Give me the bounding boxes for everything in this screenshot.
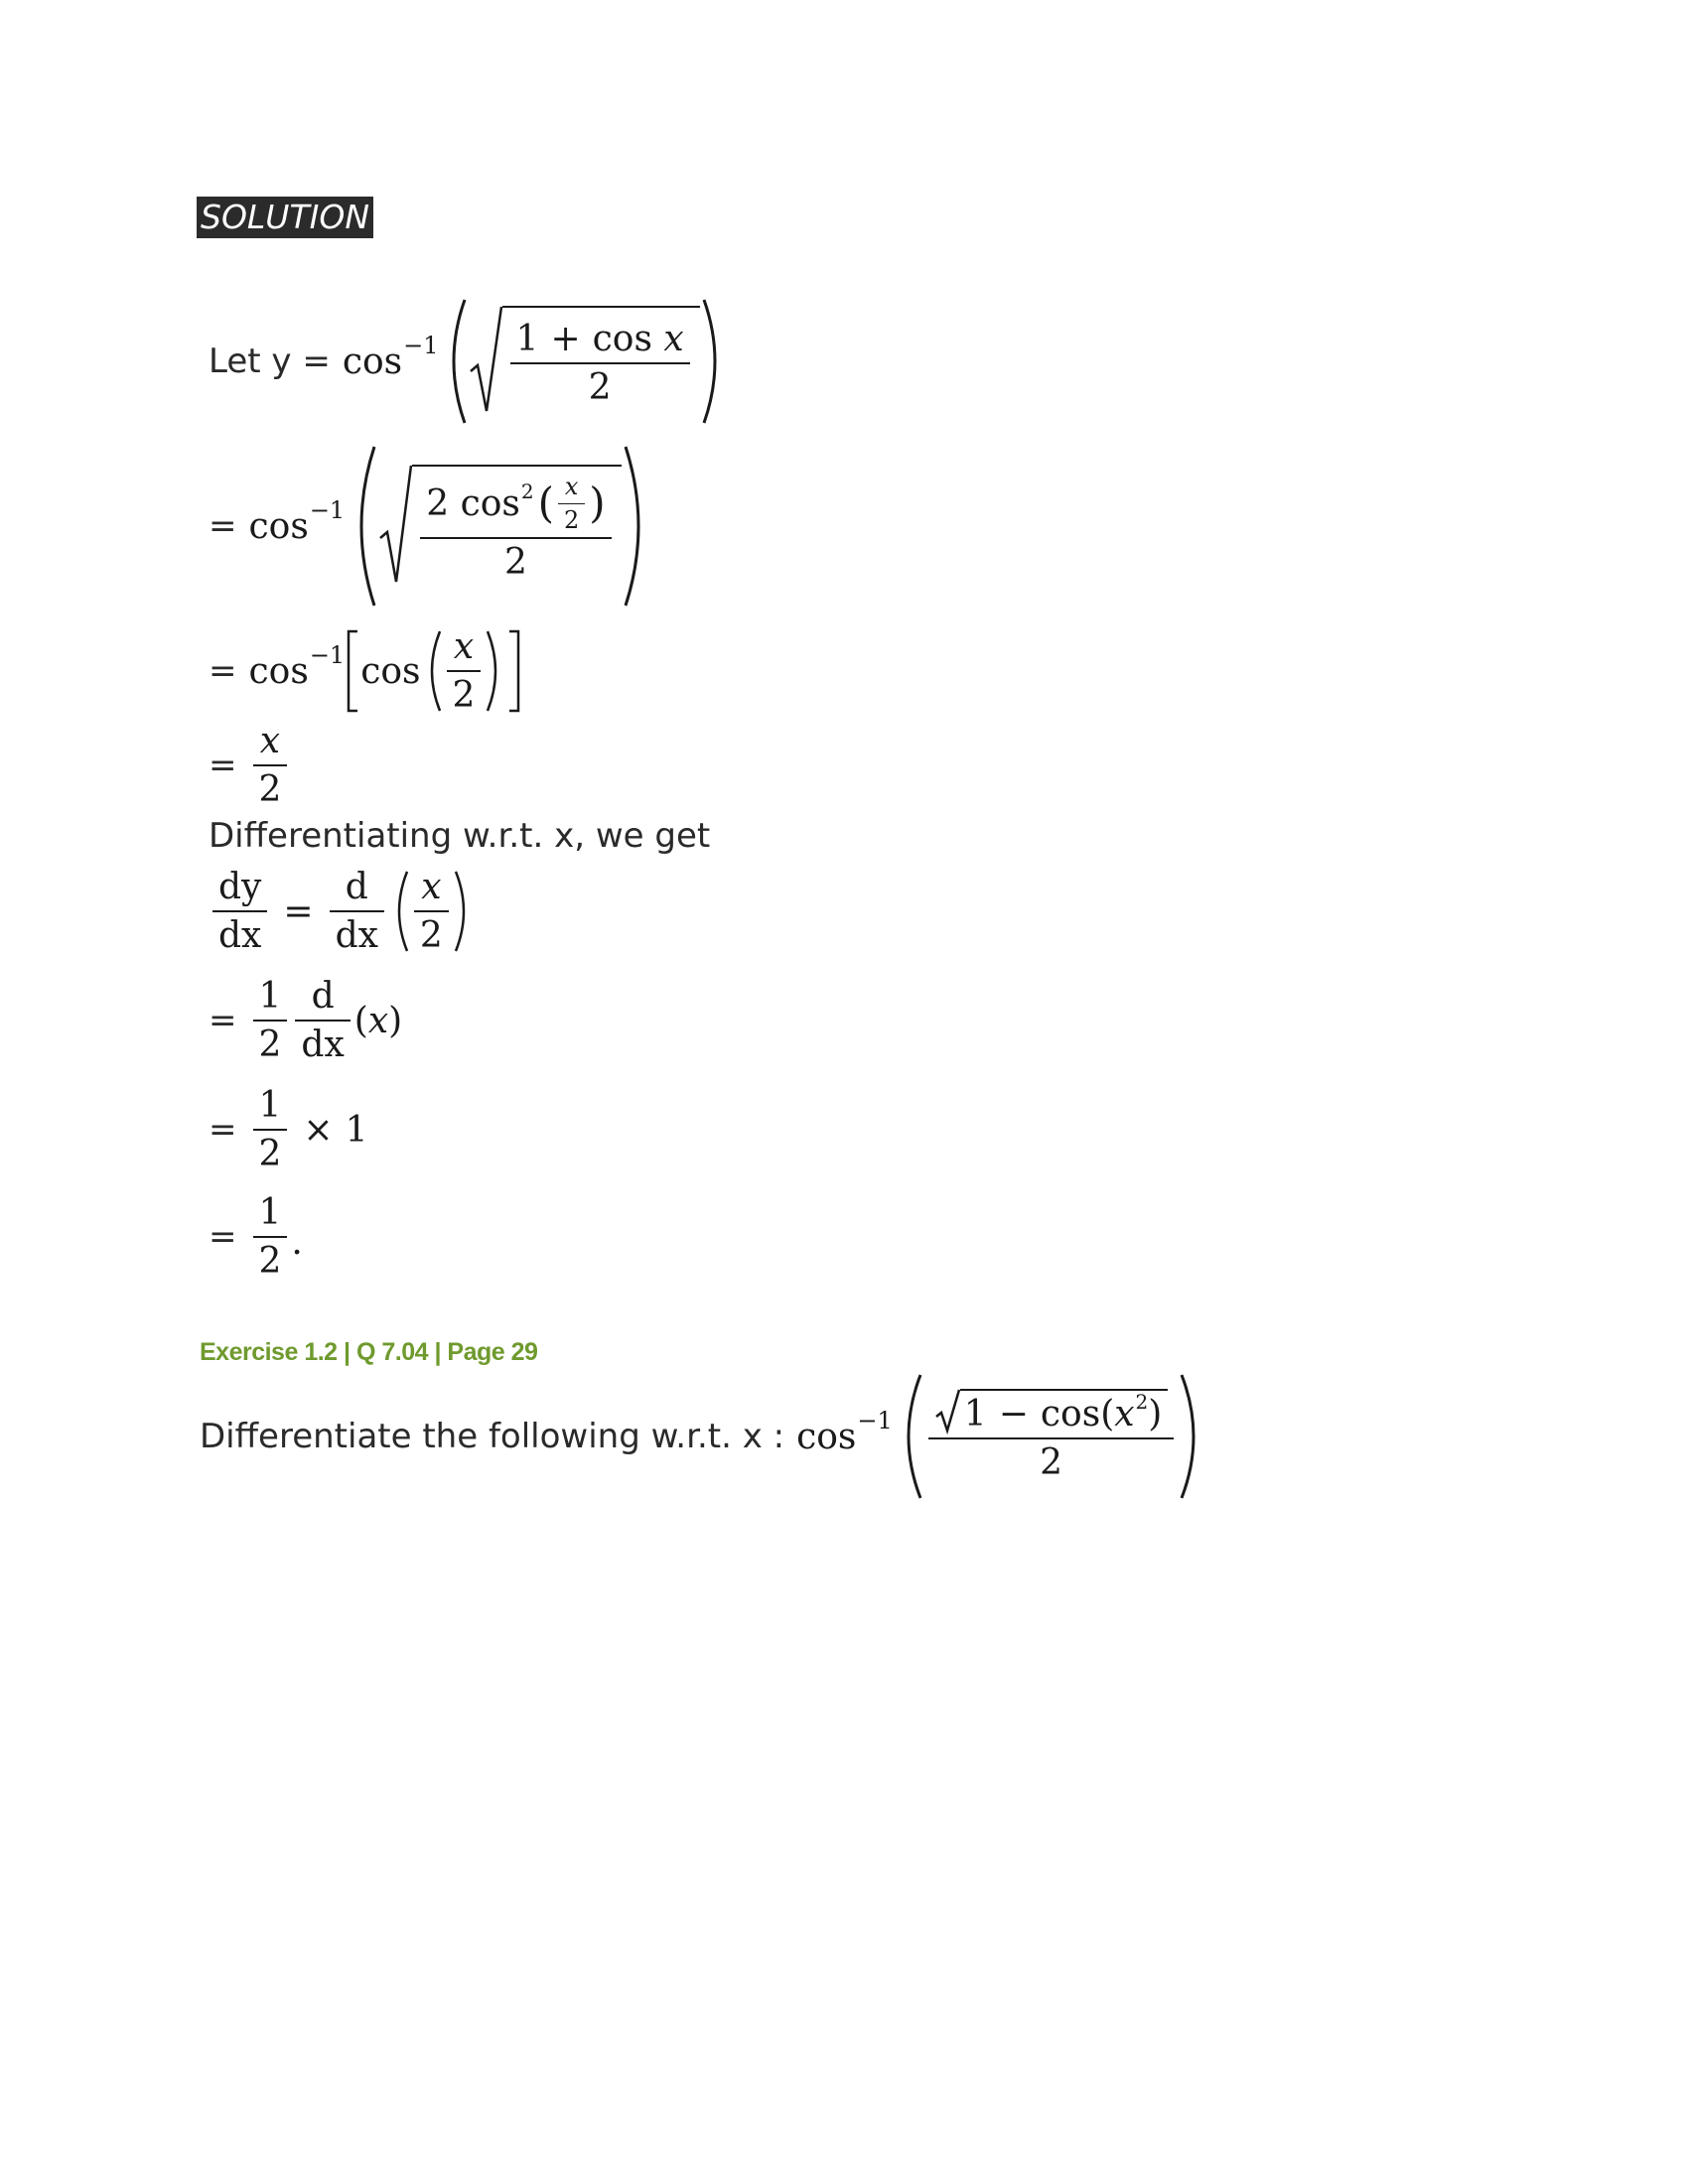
equation-step-6: = $\frac{1}{2}$ $\frac{d}{dx}$ (x) (209, 976, 403, 1066)
right-paren (700, 298, 730, 425)
radical-sign (469, 306, 502, 417)
d-dx-fraction: $\frac{d}{dx}$ (295, 975, 350, 1066)
right-paren (485, 629, 506, 713)
equation-step-7: = $\frac{1}{2}$ × 1 (209, 1085, 368, 1175)
inverse-exponent: −1 (403, 332, 439, 359)
equation-let-y (209, 298, 730, 425)
equation-step-2: = cos −1 2 cos 2 ( $\frac{x}{2}$ ) 2 (209, 445, 655, 608)
half-x-fraction: $\frac{x}{2}$ (558, 473, 585, 535)
right-bracket (506, 629, 522, 713)
cos-fn: cos (342, 341, 403, 382)
differentiating-text: Differentiating w.r.t. x, we get (209, 816, 711, 856)
right-paren (1178, 1373, 1209, 1500)
fraction: 2 cos 2 ( $\frac{x}{2}$ ) 2 (420, 473, 611, 584)
equation-step-4: = $\frac{x}{2}$ (209, 720, 291, 811)
equals-sign: = (209, 506, 237, 546)
equation-step-3: = cos −1 cos $\frac{x}{2}$ (209, 625, 522, 717)
solution-badge: SOLUTION (197, 197, 373, 238)
square-root (469, 306, 700, 417)
radical-sign (934, 1389, 960, 1434)
one-half-fraction: $\frac{1}{2}$ (253, 1191, 288, 1283)
d-dx-fraction: $\frac{d}{dx}$ (330, 866, 384, 957)
half-x-fraction: $\frac{x}{2}$ (253, 720, 288, 811)
question: Differentiate the following w.r.t. x : cos −1 1 − cos ( x 2 ) 2 (200, 1373, 1209, 1500)
left-bracket (345, 629, 360, 713)
one-half-fraction: $\frac{1}{2}$ (253, 975, 288, 1066)
half-x-fraction: $\frac{x}{2}$ (414, 866, 449, 957)
dy-dx-fraction: $\frac{dy}{dx}$ (212, 866, 267, 957)
square-root: 1 − cos ( x 2 ) (934, 1389, 1169, 1435)
equation-result: = $\frac{1}{2}$ . (209, 1192, 303, 1283)
half-x-fraction: $\frac{x}{2}$ (447, 625, 482, 717)
square-root (378, 465, 621, 588)
left-paren (421, 629, 443, 713)
one-half-fraction: $\frac{1}{2}$ (253, 1084, 288, 1175)
right-paren (453, 870, 475, 953)
question-prefix: Differentiate the following w.r.t. x : (200, 1417, 785, 1456)
left-paren (388, 870, 410, 953)
let-y-text: Let y = (209, 341, 331, 381)
equation-derivative: $\frac{dy}{dx}$ = $\frac{d}{dx}$ $\frac{x}{2}$ (209, 866, 475, 957)
exercise-label: Exercise 1.2 | Q 7.04 | Page 29 (200, 1338, 538, 1366)
left-paren (439, 298, 469, 425)
radical-sign (378, 465, 412, 588)
left-paren (345, 445, 378, 608)
question-fraction: 1 − cos ( x 2 ) 2 (928, 1389, 1175, 1484)
right-paren (622, 445, 655, 608)
fraction: $\frac{\text{1 + cos x}}{2}$ (510, 318, 690, 409)
left-paren (893, 1373, 924, 1500)
